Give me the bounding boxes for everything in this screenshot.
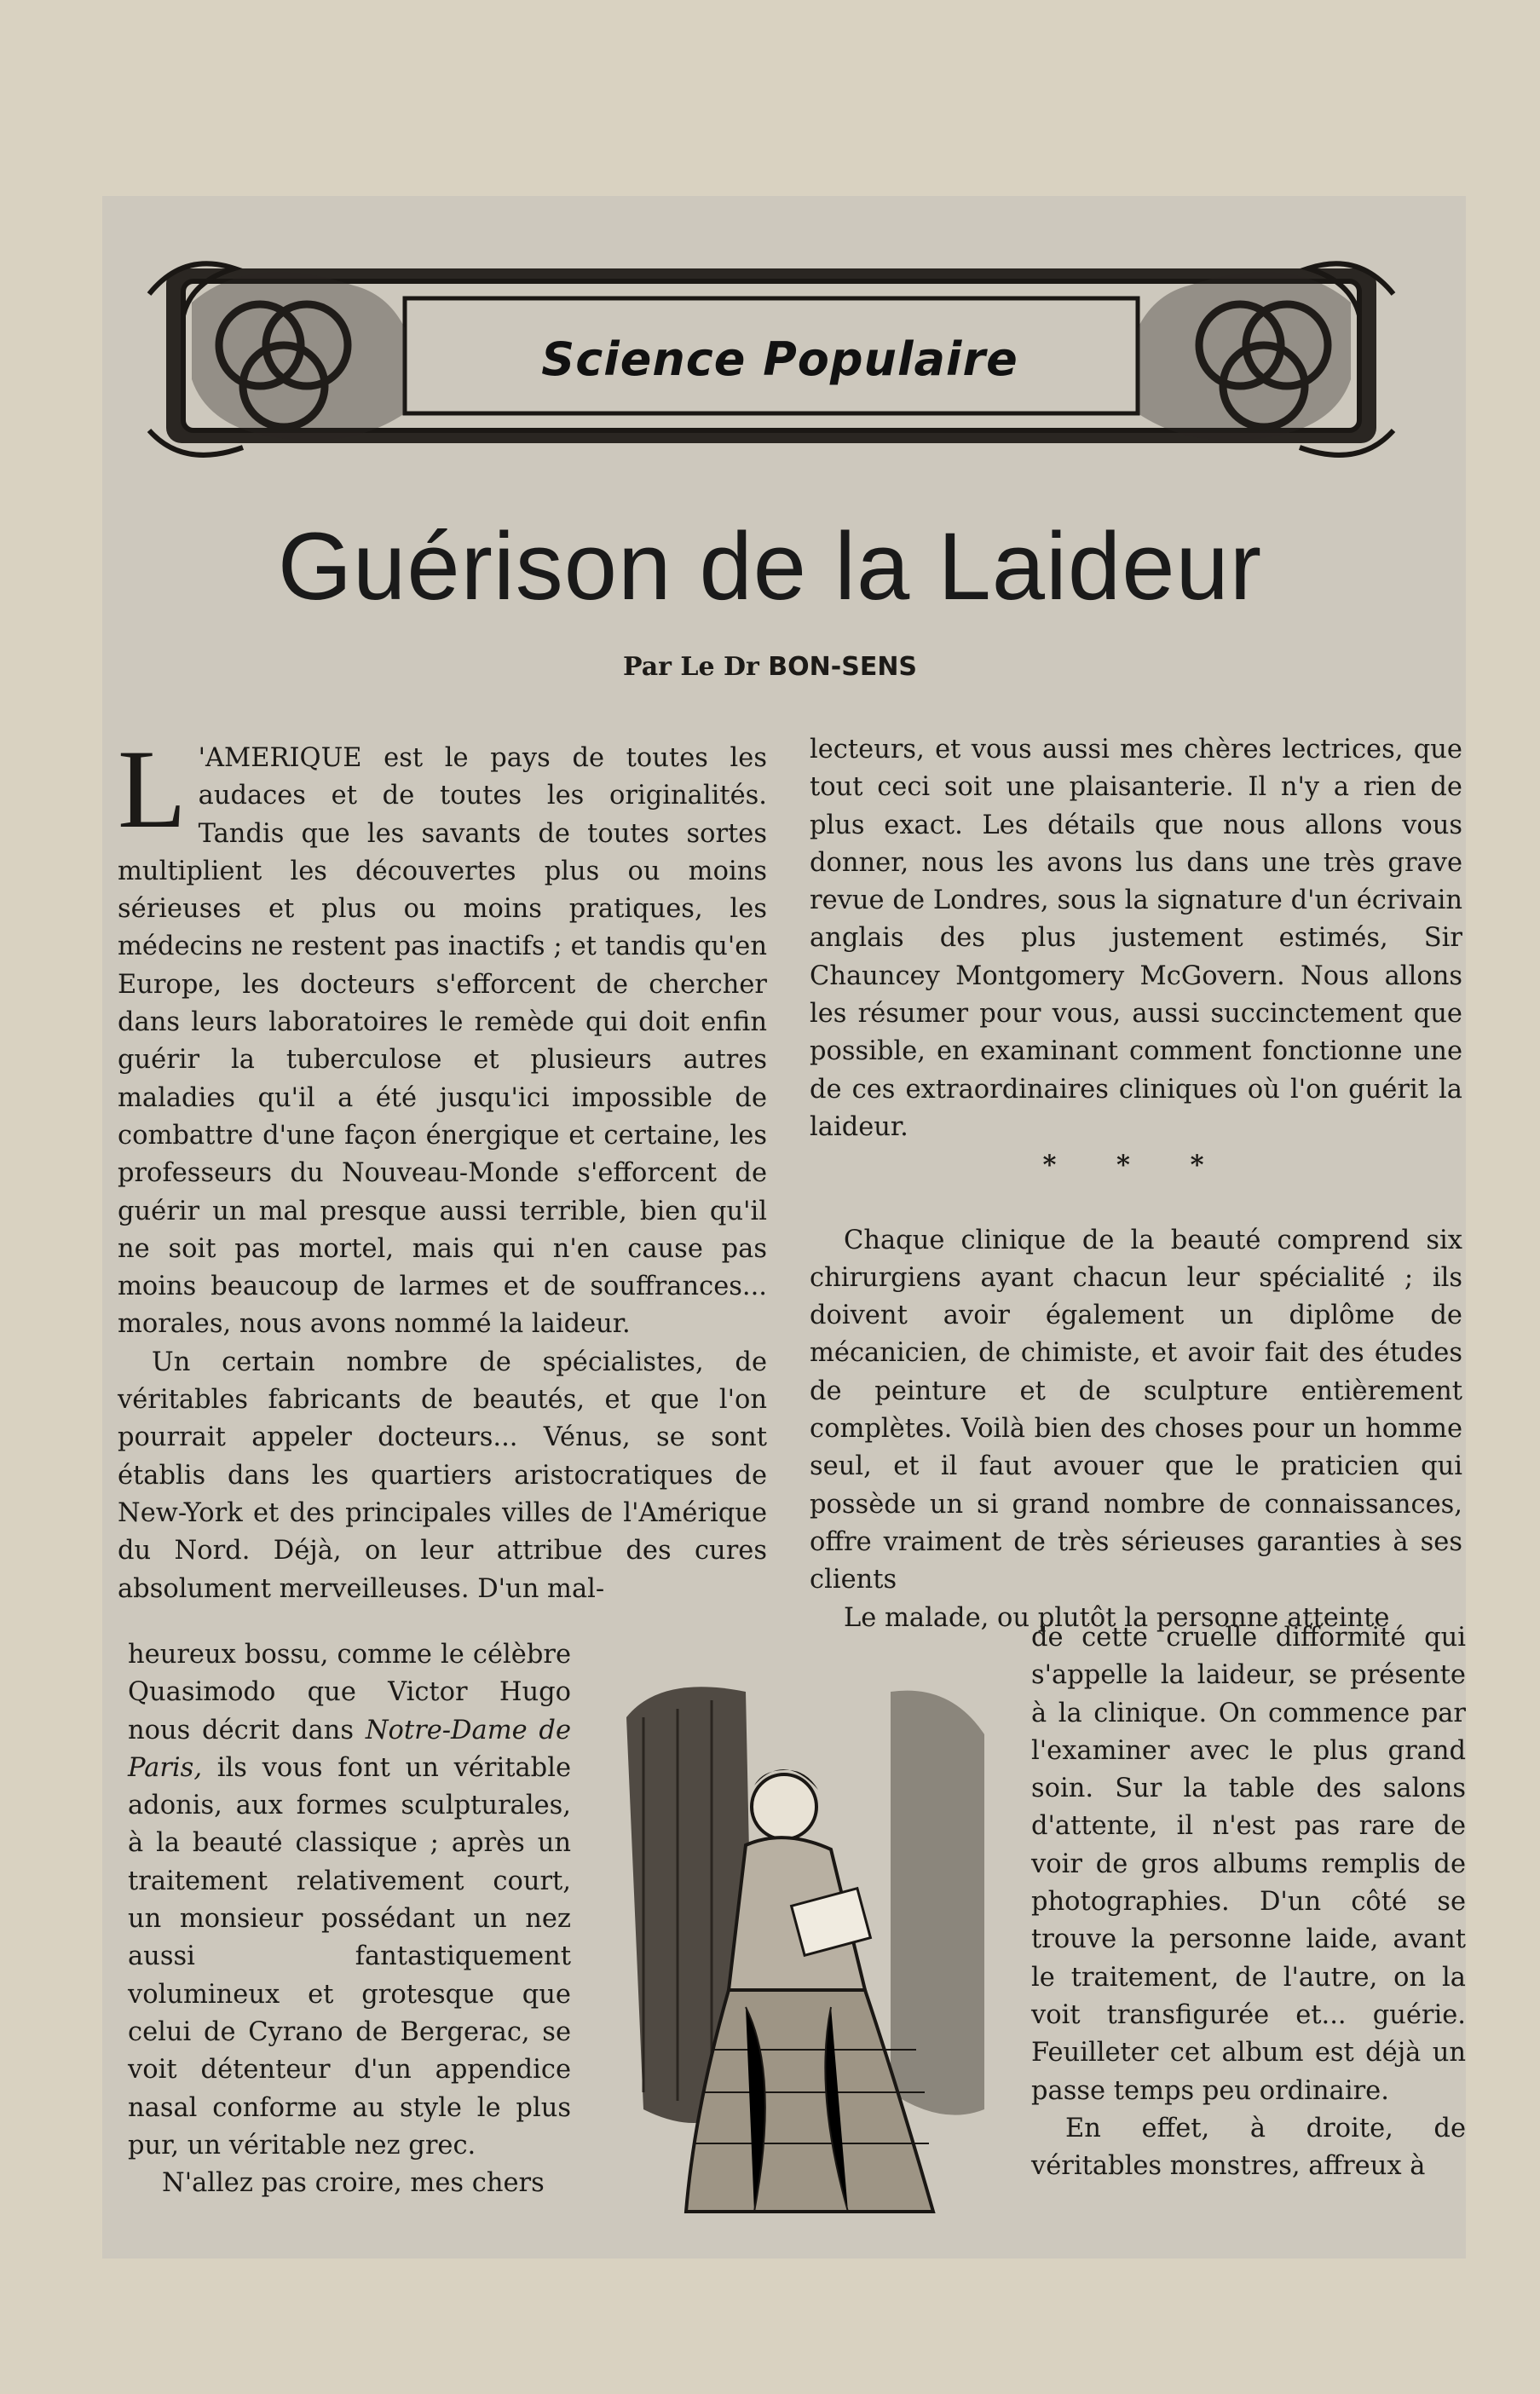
paragraph-patient: de cette cruelle difformité qui s'appelle la laideur, se présente à la clinique. On commence par l'examiner avec le plus grand soin. Sur la table des salons d'attente, il n'est pas rare de voir de gros albums remplis de photographies. D'un côté se trouve la personne laide, avant le traitement, de l'autre, on la voit transfigurée et... guérie. Feuilleter cet album est déjà un passe temps peu ordinaire. [1031,1623,1466,2106]
paragraph-intro-text: 'AMERIQUE est le pays de toutes les audaces et de toutes les originalités. Tandis que les savants de toutes sortes multiplient les découvertes plus ou moins sérieuses et plus ou moins pratiques, les médecins ne restent pas inactifs ; et tandis qu'en Europe, les docteurs s'efforcent de chercher dans leurs laboratoires le remède qui doit enfin guérir la tuberculose et plusieurs autres maladies qu'il a été jusqu'ici impossible de combattre d'une façon énergique et certaine, les professeurs du Nouveau-Monde s'efforcent de guérir un mal presque aussi terrible, bien qu'il ne soit pas mortel, mais qui n'en cause pas moins beaucoup de larmes et de souffrances... morales, nous avons nommé la laideur. [118,743,767,1340]
paragraph-intro [118,726,767,1344]
left-wrap-column [128,1636,571,2202]
byline [0,652,1540,682]
banner-title: Science Populaire [541,332,1018,386]
byline-prefix: Par Le Dr [622,652,759,682]
article-title: Guérison de la Laideur [277,513,1263,620]
right-wrap-column [1031,1619,1466,2185]
section-separator: * * * [1042,1150,1230,1181]
paragraph-clinic: Chaque clinique de la beauté comprend six chirurgiens ayant chacun leur spécialité ; ils doivent avoir également un diplôme de mécanicien, de chimiste, et avoir fait des études de peinture et de sculpture entièrement complètes. Voilà bien des choses pour un homme seul, et il faut avouer que le praticien qui possède un si grand nombre de connaissances, offre vraiment de très sérieuses garanties à ses clients [810,1225,1462,1595]
header-banner [132,234,1410,477]
paragraph-quasimodo-b: ils vous font un véritable adonis, aux formes sculpturales, à la beauté classique ; après un traitement relativement court, un monsieur possédant un nez aussi fantastiquement volumineux et grotesque que celui de Cyrano de Bergerac, se voit détenteur d'un appendice nasal conforme au style le plus pur, un véritable nez grec. [128,1752,571,2160]
engraving-illustration [609,1666,1010,2237]
paragraph-quasimodo-a: heureux bossu, comme le célèbre Quasimodo que Victor Hugo nous décrit dans [128,1640,571,1745]
paragraph-specialists: Un certain nombre de spécialistes, de véritables fabricants de beautés, et que l'on pourrait appeler docteurs... Vénus, se sont établis dans les quartiers aristocratiques de New-York et des principales villes de l'Amérique du Nord. Déjà, on leur attribue des cures absolument merveilleuses. D'un mal- [118,1347,767,1604]
woman-reading-icon [609,1666,1010,2237]
paragraph-readers: lecteurs, et vous aussi mes chères lectrices, que tout ceci soit une plaisanterie. Il n'y a rien de plus exact. Les détails que nous allons vous donner, nous les avons lus dans une très grave revue de Londres, sous la signature d'un écrivain anglais des plus justement estimés, Sir Chauncey Montgomery McGovern. Nous allons les résumer pour vous, aussi succinctement que possible, en examinant comment fonctionne une de ces extraordinaires cliniques où l'on guérit la laideur. [810,735,1462,1142]
paragraph-monsters: En effet, à droite, de véritables monstres, affreux à [1031,2113,1466,2182]
book-title: Notre-Dame de Paris, [128,1715,571,1783]
paragraph-patient-start: Le malade, ou plutôt la personne atteinte [844,1602,1390,1633]
right-column [810,731,1462,1637]
drop-cap: L [118,726,187,851]
byline-author: BON-SENS [768,652,918,682]
left-column [118,726,767,1608]
paragraph-quasimodo [128,1636,571,2165]
paragraph-readers-start: N'allez pas croire, mes chers [162,2168,545,2199]
